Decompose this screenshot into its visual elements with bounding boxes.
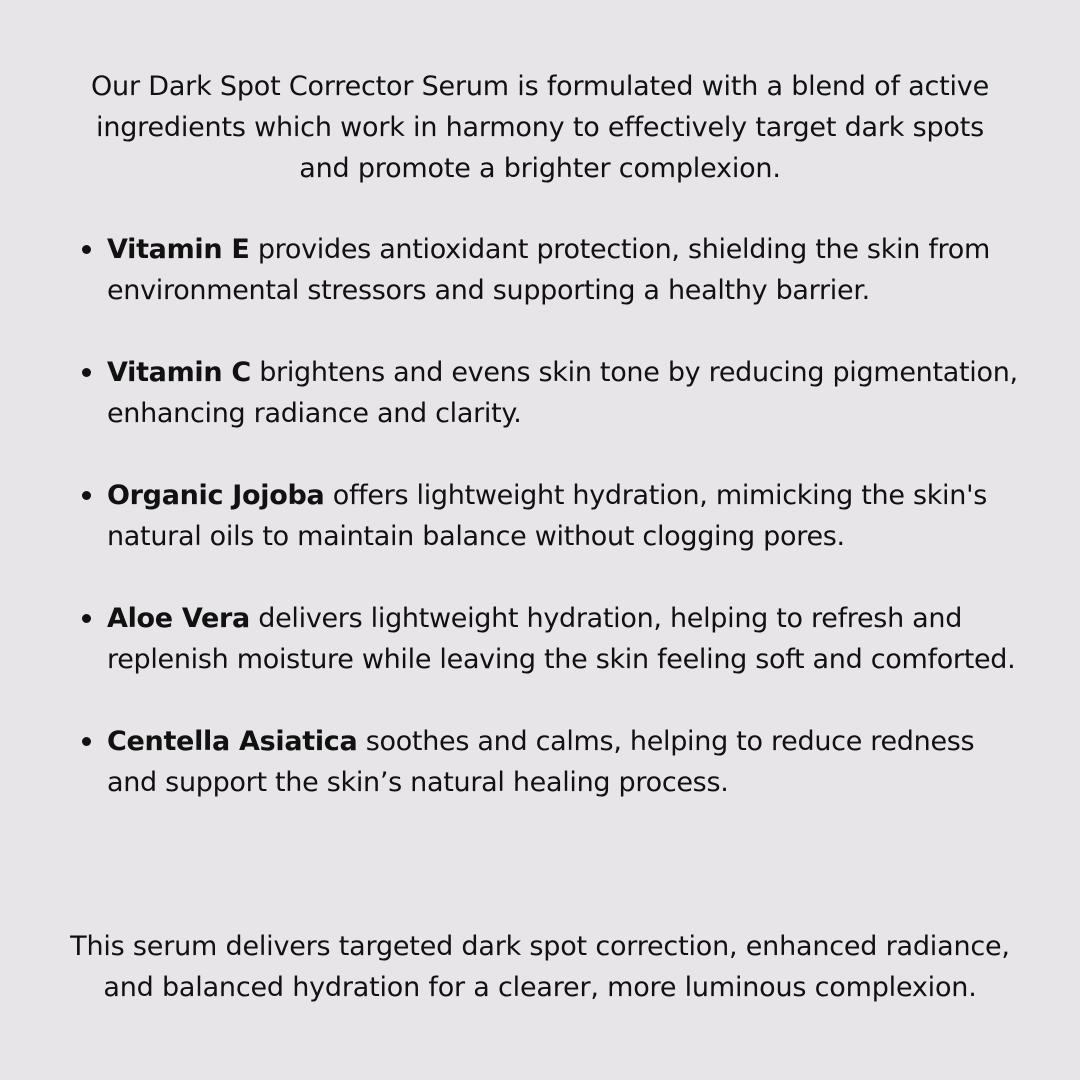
bullet-icon — [82, 737, 91, 746]
ingredient-name: Aloe Vera — [107, 603, 250, 634]
ingredient-list — [0, 229, 1080, 803]
ingredient-description: delivers lightweight hydration, helping to refresh and replenish moisture while leaving the skin feeling soft and comforted. — [107, 603, 1016, 675]
list-item-vitamin-e — [0, 229, 1080, 311]
bullet-icon — [82, 614, 91, 623]
bullet-icon — [82, 368, 91, 377]
bullet-icon — [82, 245, 91, 254]
ingredient-name: Vitamin C — [107, 357, 251, 388]
ingredient-description: offers lightweight hydration, mimicking the skin's natural oils to maintain balance without clogging pores. — [107, 480, 987, 552]
ingredient-name: Vitamin E — [107, 234, 250, 265]
list-item-centella-asiatica — [0, 721, 1080, 803]
ingredient-description: provides antioxidant protection, shielding the skin from environmental stressors and supporting a healthy barrier. — [107, 234, 990, 306]
list-item-vitamin-c — [0, 352, 1080, 434]
closing-paragraph: This serum delivers targeted dark spot correction, enhanced radiance, and balanced hydration for a clearer, more luminous complexion. — [70, 931, 1010, 1003]
ingredient-description: soothes and calms, helping to reduce redness and support the skin’s natural healing process. — [107, 726, 975, 798]
intro-paragraph: Our Dark Spot Corrector Serum is formulated with a blend of active ingredients which work in harmony to effectively target dark spots and promote a brighter complexion. — [91, 71, 989, 184]
list-item-organic-jojoba — [0, 475, 1080, 557]
ingredient-description: brightens and evens skin tone by reducing pigmentation, enhancing radiance and clarity. — [107, 357, 1018, 429]
ingredient-name: Organic Jojoba — [107, 480, 325, 511]
list-item-aloe-vera — [0, 598, 1080, 680]
ingredient-name: Centella Asiatica — [107, 726, 358, 757]
bullet-icon — [82, 491, 91, 500]
